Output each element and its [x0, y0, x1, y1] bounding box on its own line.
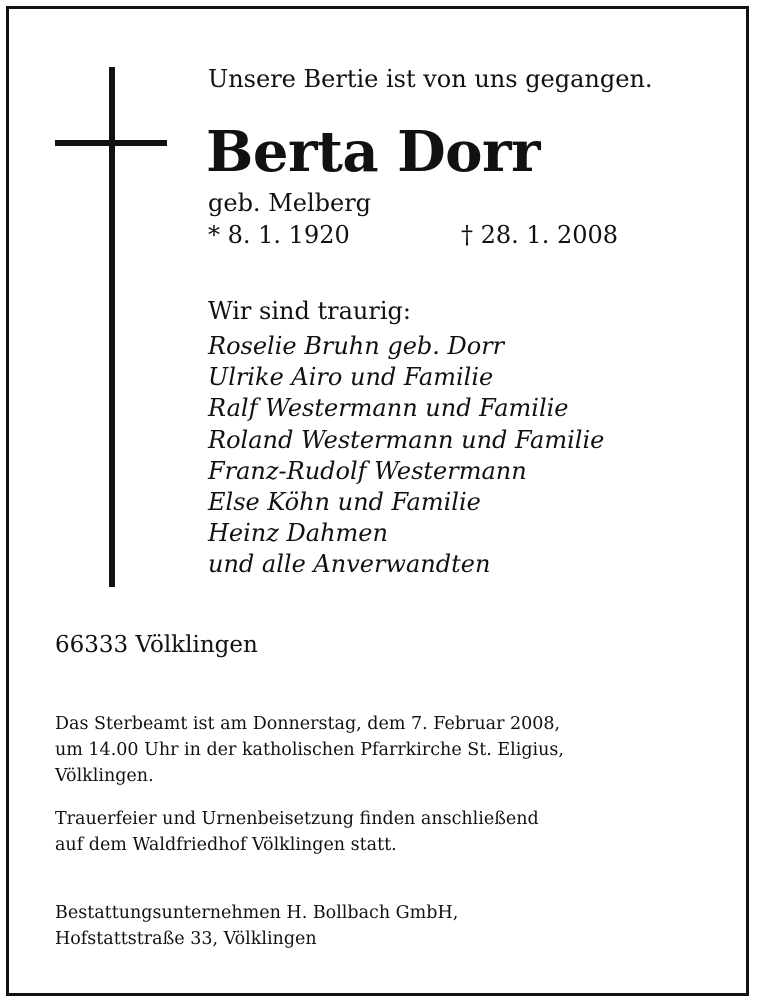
undertaker-line: Hofstattstraße 33, Völklingen — [55, 929, 317, 949]
mourners-list — [208, 331, 604, 581]
burial-line: auf dem Waldfriedhof Völklingen statt. — [55, 835, 397, 855]
family-city: 66333 Völklingen — [55, 632, 258, 658]
obituary-notice — [6, 6, 749, 996]
birth-date: * 8. 1. 1920 — [208, 221, 350, 249]
mourner-item: Roselie Bruhn geb. Dorr — [208, 332, 505, 360]
mourner-item: Ralf Westermann und Familie — [208, 394, 569, 423]
maiden-name: geb. Melberg — [208, 189, 372, 217]
funeral-mass-line: um 14.00 Uhr in der katholischen Pfarrkirche St. Eligius, — [55, 740, 564, 760]
mourner-item: Roland Westermann und Familie — [208, 425, 605, 454]
mourners-heading: Wir sind traurig: — [208, 297, 411, 325]
intro-line: Unsere Bertie ist von uns gegangen. — [208, 65, 653, 93]
mourner-item: Heinz Dahmen — [208, 519, 388, 548]
undertaker-line: Bestattungsunternehmen H. Bollbach GmbH, — [55, 903, 459, 923]
deceased-name: Berta Dorr — [206, 119, 541, 185]
funeral-mass-line: Völklingen. — [55, 766, 154, 786]
mourner-item: Franz-Rudolf Westermann — [208, 456, 527, 485]
mourner-item: Else Köhn und Familie — [208, 488, 481, 517]
mourner-item: Ulrike Airo und Familie — [208, 363, 494, 392]
burial-line: Trauerfeier und Urnenbeisetzung finden anschließend — [55, 809, 539, 829]
funeral-mass-line: Das Sterbeamt ist am Donnerstag, dem 7. Februar 2008, — [55, 714, 561, 734]
mourner-item: und alle Anverwandten — [208, 550, 491, 579]
cross-icon-horizontal-bar — [55, 140, 167, 146]
death-date: † 28. 1. 2008 — [461, 221, 619, 249]
burial-info — [55, 806, 695, 858]
undertaker-info — [55, 900, 695, 952]
funeral-mass-info — [55, 711, 695, 789]
